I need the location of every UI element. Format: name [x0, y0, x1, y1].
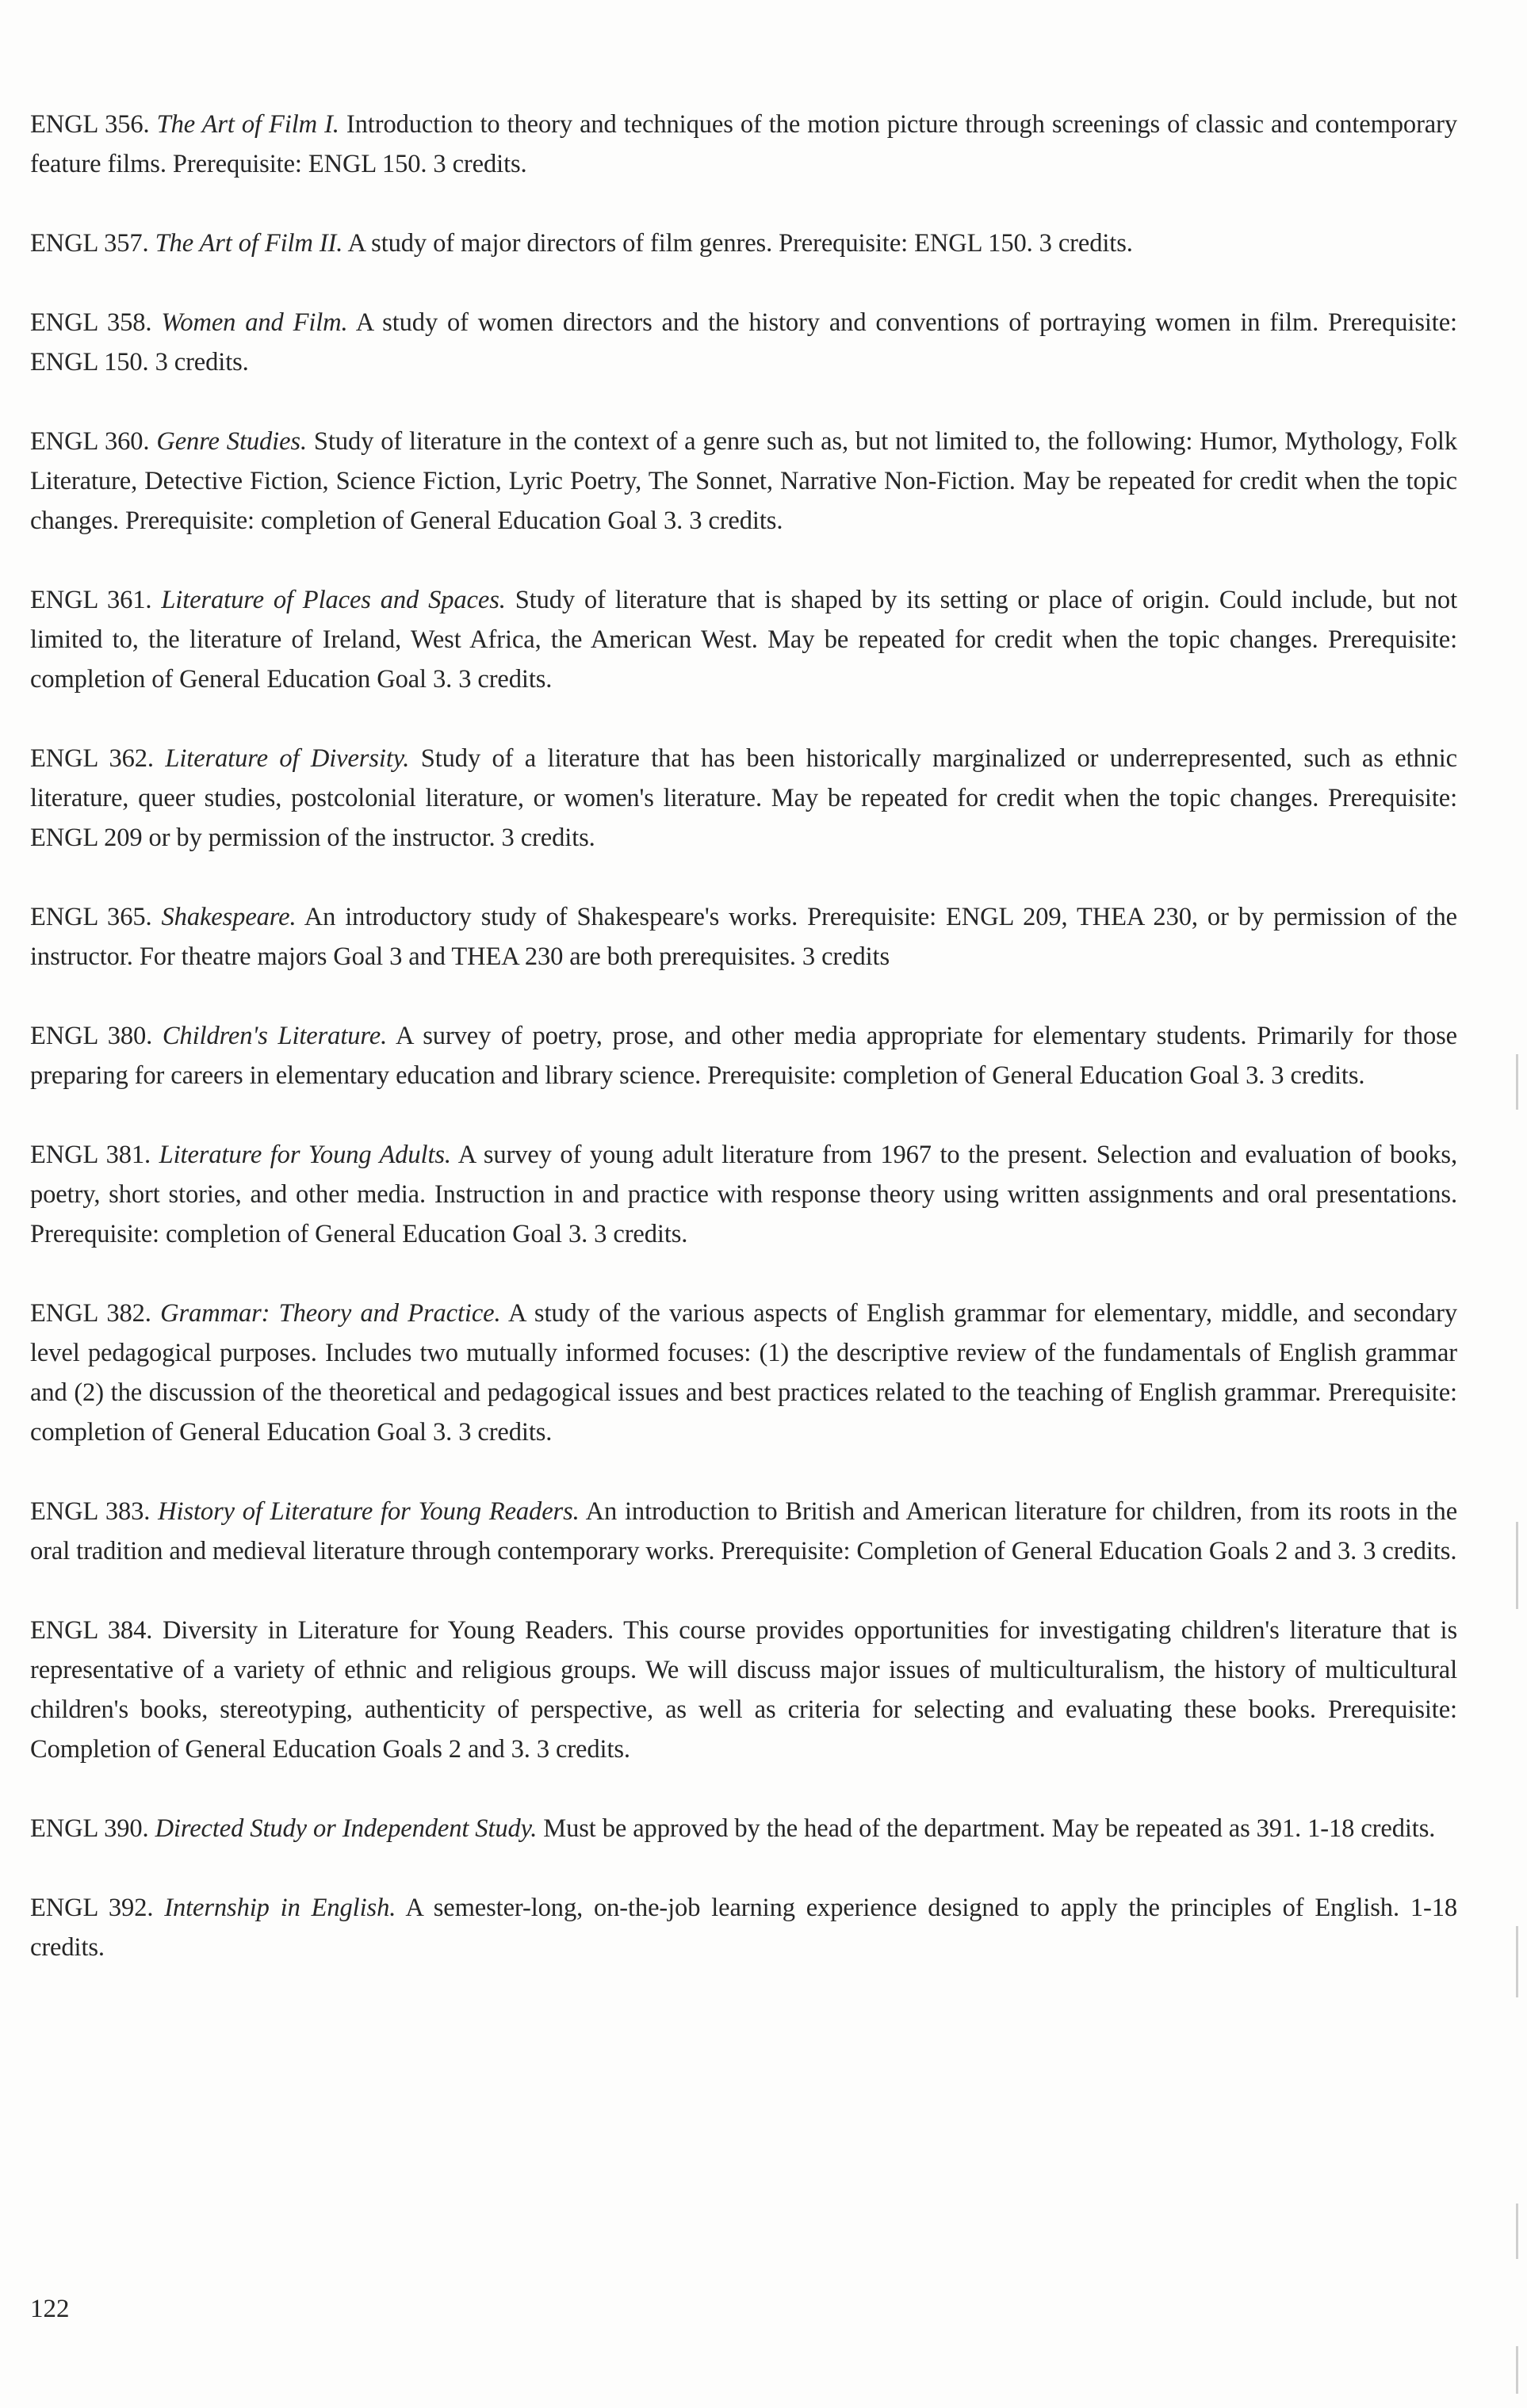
course-list	[30, 105, 1457, 2007]
course-description: Study of literature in the context of a genre such as, but not limited to, the following: Humor, Mythology, Folk Literature, Detective Fiction, Science Fiction, Lyric Poetry, The Sonnet, Narrative Non-Fiction. May be repeated for credit when the topic changes. Prerequisite: completion of General Education Goal 3. 3 credits.	[30, 427, 1457, 535]
course-entry	[30, 580, 1457, 699]
course-description: An introduction to British and American literature for children, from its roots in the oral tradition and medieval literature through contemporary works. Prerequisite: Completion of General Education Goals 2 and 3. 3 credits.	[30, 1497, 1458, 1565]
course-description: Must be approved by the head of the department. May be repeated as 391. 1-18 credits.	[543, 1814, 1436, 1843]
course-entry	[30, 1016, 1457, 1095]
course-code: ENGL 384.	[30, 1616, 153, 1645]
course-code: ENGL 357.	[30, 229, 149, 258]
course-title: The Art of Film I.	[156, 110, 339, 139]
course-code: ENGL 381.	[30, 1141, 151, 1169]
course-title: Literature of Diversity.	[165, 744, 410, 773]
course-code: ENGL 361.	[30, 586, 152, 614]
course-entry	[30, 1809, 1457, 1848]
course-entry	[30, 897, 1457, 977]
course-description: An introductory study of Shakespeare's works. Prerequisite: ENGL 209, THEA 230, or by permission of the instructor. For theatre majors Goal 3 and THEA 230 are both prerequisites. 3 credits	[30, 903, 1457, 971]
course-entry	[30, 422, 1457, 541]
course-description: A study of women directors and the history and conventions of portraying women in film. Prerequisite: ENGL 150. 3 credits.	[30, 308, 1457, 376]
course-description: Study of a literature that has been historically marginalized or underrepresented, such as ethnic literature, queer studies, postcolonial literature, or women's literature. May be repeated for credit when the topic changes. Prerequisite: ENGL 209 or by permission of the instructor. 3 credits.	[30, 744, 1458, 852]
course-title: Literature for Young Adults.	[159, 1141, 451, 1169]
scan-artifact	[1516, 1522, 1518, 1609]
course-description: A survey of poetry, prose, and other media appropriate for elementary students. Primarily for those preparing for careers in elementary education and library science. Prerequisite: completion of General Education Goal 3. 3 credits.	[30, 1022, 1458, 1090]
course-entry	[30, 1611, 1457, 1769]
course-description: Diversity in Literature for Young Readers. This course provides opportunities for investigating children's literature that is representative of a variety of ethnic and religious groups. We will discuss major issues of multiculturalism, the history of multicultural children's books, stereotyping, authenticity of perspective, as well as criteria for selecting and evaluating these books. Prerequisite: Completion of General Education Goals 2 and 3. 3 credits.	[30, 1616, 1457, 1764]
scan-artifact	[1516, 2204, 1518, 2259]
course-title: Children's Literature.	[162, 1022, 388, 1050]
course-code: ENGL 380.	[30, 1022, 153, 1050]
scan-artifact	[1516, 1926, 1518, 1997]
course-entry	[30, 1294, 1457, 1452]
course-title: History of Literature for Young Readers.	[158, 1497, 580, 1526]
course-title: The Art of Film II.	[155, 229, 343, 258]
scan-artifact	[1516, 2346, 1518, 2394]
course-entry	[30, 303, 1457, 382]
course-description: A survey of young adult literature from 1967 to the present. Selection and evaluation of books, poetry, short stories, and other media. Instruction in and practice with response theory using written assignments and oral presentations. Prerequisite: completion of General Education Goal 3. 3 credits.	[30, 1141, 1457, 1248]
course-entry	[30, 1888, 1457, 1967]
course-entry	[30, 1135, 1457, 1254]
course-description: Study of literature that is shaped by its setting or place of origin. Could include, but not limited to, the literature of Ireland, West Africa, the American West. May be repeated for credit when the topic changes. Prerequisite: completion of General Education Goal 3. 3 credits.	[30, 586, 1457, 694]
course-code: ENGL 390.	[30, 1814, 149, 1843]
course-code: ENGL 365.	[30, 903, 152, 931]
course-description: A study of major directors of film genres. Prerequisite: ENGL 150. 3 credits.	[347, 229, 1133, 258]
course-entry	[30, 739, 1457, 858]
course-entry	[30, 1492, 1457, 1571]
course-entry	[30, 105, 1457, 184]
course-title: Women and Film.	[161, 308, 348, 337]
course-description: A semester-long, on-the-job learning experience designed to apply the principles of English. 1-18 credits.	[30, 1894, 1457, 1962]
course-title: Internship in English.	[164, 1894, 396, 1922]
course-code: ENGL 382.	[30, 1299, 151, 1328]
course-code: ENGL 360.	[30, 427, 150, 456]
page-number: 122	[30, 2295, 70, 2323]
course-title: Shakespeare.	[161, 903, 297, 931]
course-code: ENGL 362.	[30, 744, 154, 773]
course-code: ENGL 356.	[30, 110, 150, 139]
course-description: Introduction to theory and techniques of the motion picture through screenings of classic and contemporary feature films. Prerequisite: ENGL 150. 3 credits.	[30, 110, 1457, 178]
course-code: ENGL 358.	[30, 308, 152, 337]
course-title: Grammar: Theory and Practice.	[160, 1299, 501, 1328]
course-code: ENGL 383.	[30, 1497, 151, 1526]
course-description: A study of the various aspects of English grammar for elementary, middle, and secondary level pedagogical purposes. Includes two mutually informed focuses: (1) the descriptive review of the fundamentals of English grammar and (2) the discussion of the theoretical and pedagogical issues and best practices related to the teaching of English grammar. Prerequisite: completion of General Education Goal 3. 3 credits.	[30, 1299, 1457, 1447]
course-entry	[30, 224, 1457, 263]
scan-artifact	[1516, 1054, 1518, 1110]
course-code: ENGL 392.	[30, 1894, 154, 1922]
course-title: Genre Studies.	[156, 427, 307, 456]
course-title: Literature of Places and Spaces.	[161, 586, 506, 614]
course-title: Directed Study or Independent Study.	[155, 1814, 538, 1843]
